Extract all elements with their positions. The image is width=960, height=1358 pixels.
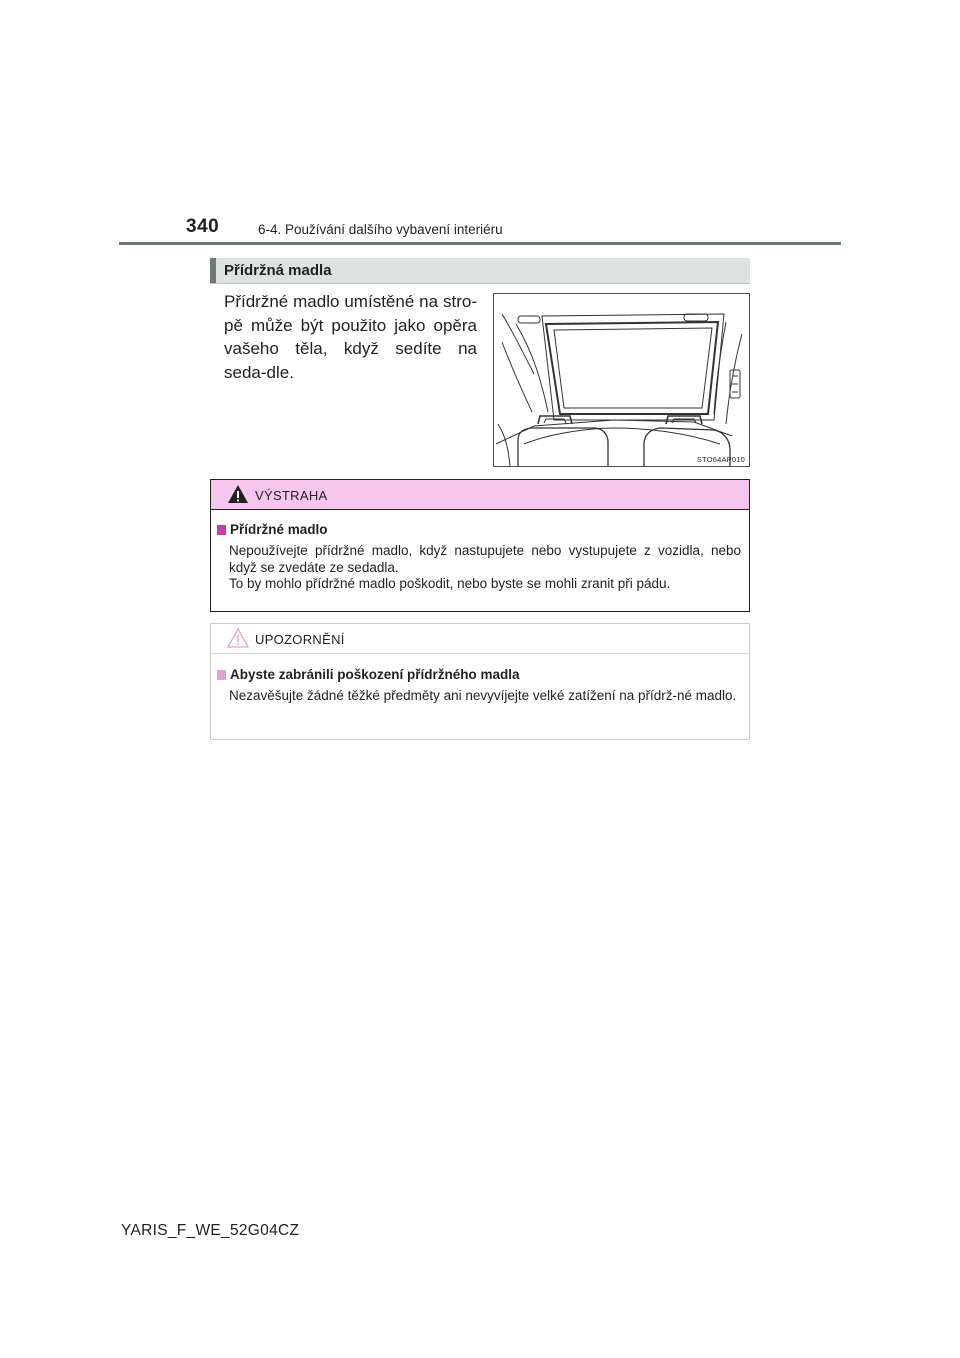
notice-item-text: Nezavěšujte žádné těžké předměty ani nevyvíjejte velké zatížení na přídrž-né madlo. xyxy=(229,688,737,703)
warning-item-body xyxy=(229,543,741,593)
notice-item-title xyxy=(217,667,520,682)
notice-label: UPOZORNĚNÍ xyxy=(255,632,345,647)
warning-item-text-2: To by mohlo přídržné madlo poškodit, nebo byste se mohli zranit při pádu. xyxy=(229,576,671,591)
warning-triangle-icon xyxy=(227,484,249,504)
warning-item-title xyxy=(217,522,328,537)
notice-box xyxy=(210,623,750,740)
section-title: 6-4. Používání dalšího vybavení interiéru xyxy=(258,222,503,237)
warning-header xyxy=(211,480,749,510)
warning-label: VÝSTRAHA xyxy=(255,488,328,503)
warning-item-text-1: Nepoužívejte přídržné madlo, když nastupujete nebo vystupujete z vozidla, nebo když se zvedáte ze sedadla. xyxy=(229,543,741,575)
footer-code: YARIS_F_WE_52G04CZ xyxy=(121,1222,300,1239)
warning-bullet xyxy=(217,525,226,535)
notice-item-title-text: Abyste zabránili poškození přídržného madla xyxy=(230,667,520,682)
notice-header xyxy=(211,624,749,654)
header-rule xyxy=(119,242,841,245)
page-number: 340 xyxy=(186,216,220,237)
warning-item-title-text: Přídržné madlo xyxy=(230,522,328,537)
notice-item-body xyxy=(229,688,741,705)
notice-triangle-icon xyxy=(227,627,249,649)
car-ceiling-drawing xyxy=(494,294,749,466)
topic-bar-accent xyxy=(210,258,216,283)
warning-box xyxy=(210,479,750,612)
notice-bullet xyxy=(217,670,226,680)
assist-grip-illustration xyxy=(493,293,750,467)
topic-bar xyxy=(210,258,750,284)
figure-code: STO64AP010 xyxy=(696,455,745,464)
intro-text: Přídržné madlo umístěné na stro-pě může být použito jako opěra vašeho těla, když sedíte na seda-dle. xyxy=(224,292,477,382)
topic-title: Přídržná madla xyxy=(224,262,332,279)
